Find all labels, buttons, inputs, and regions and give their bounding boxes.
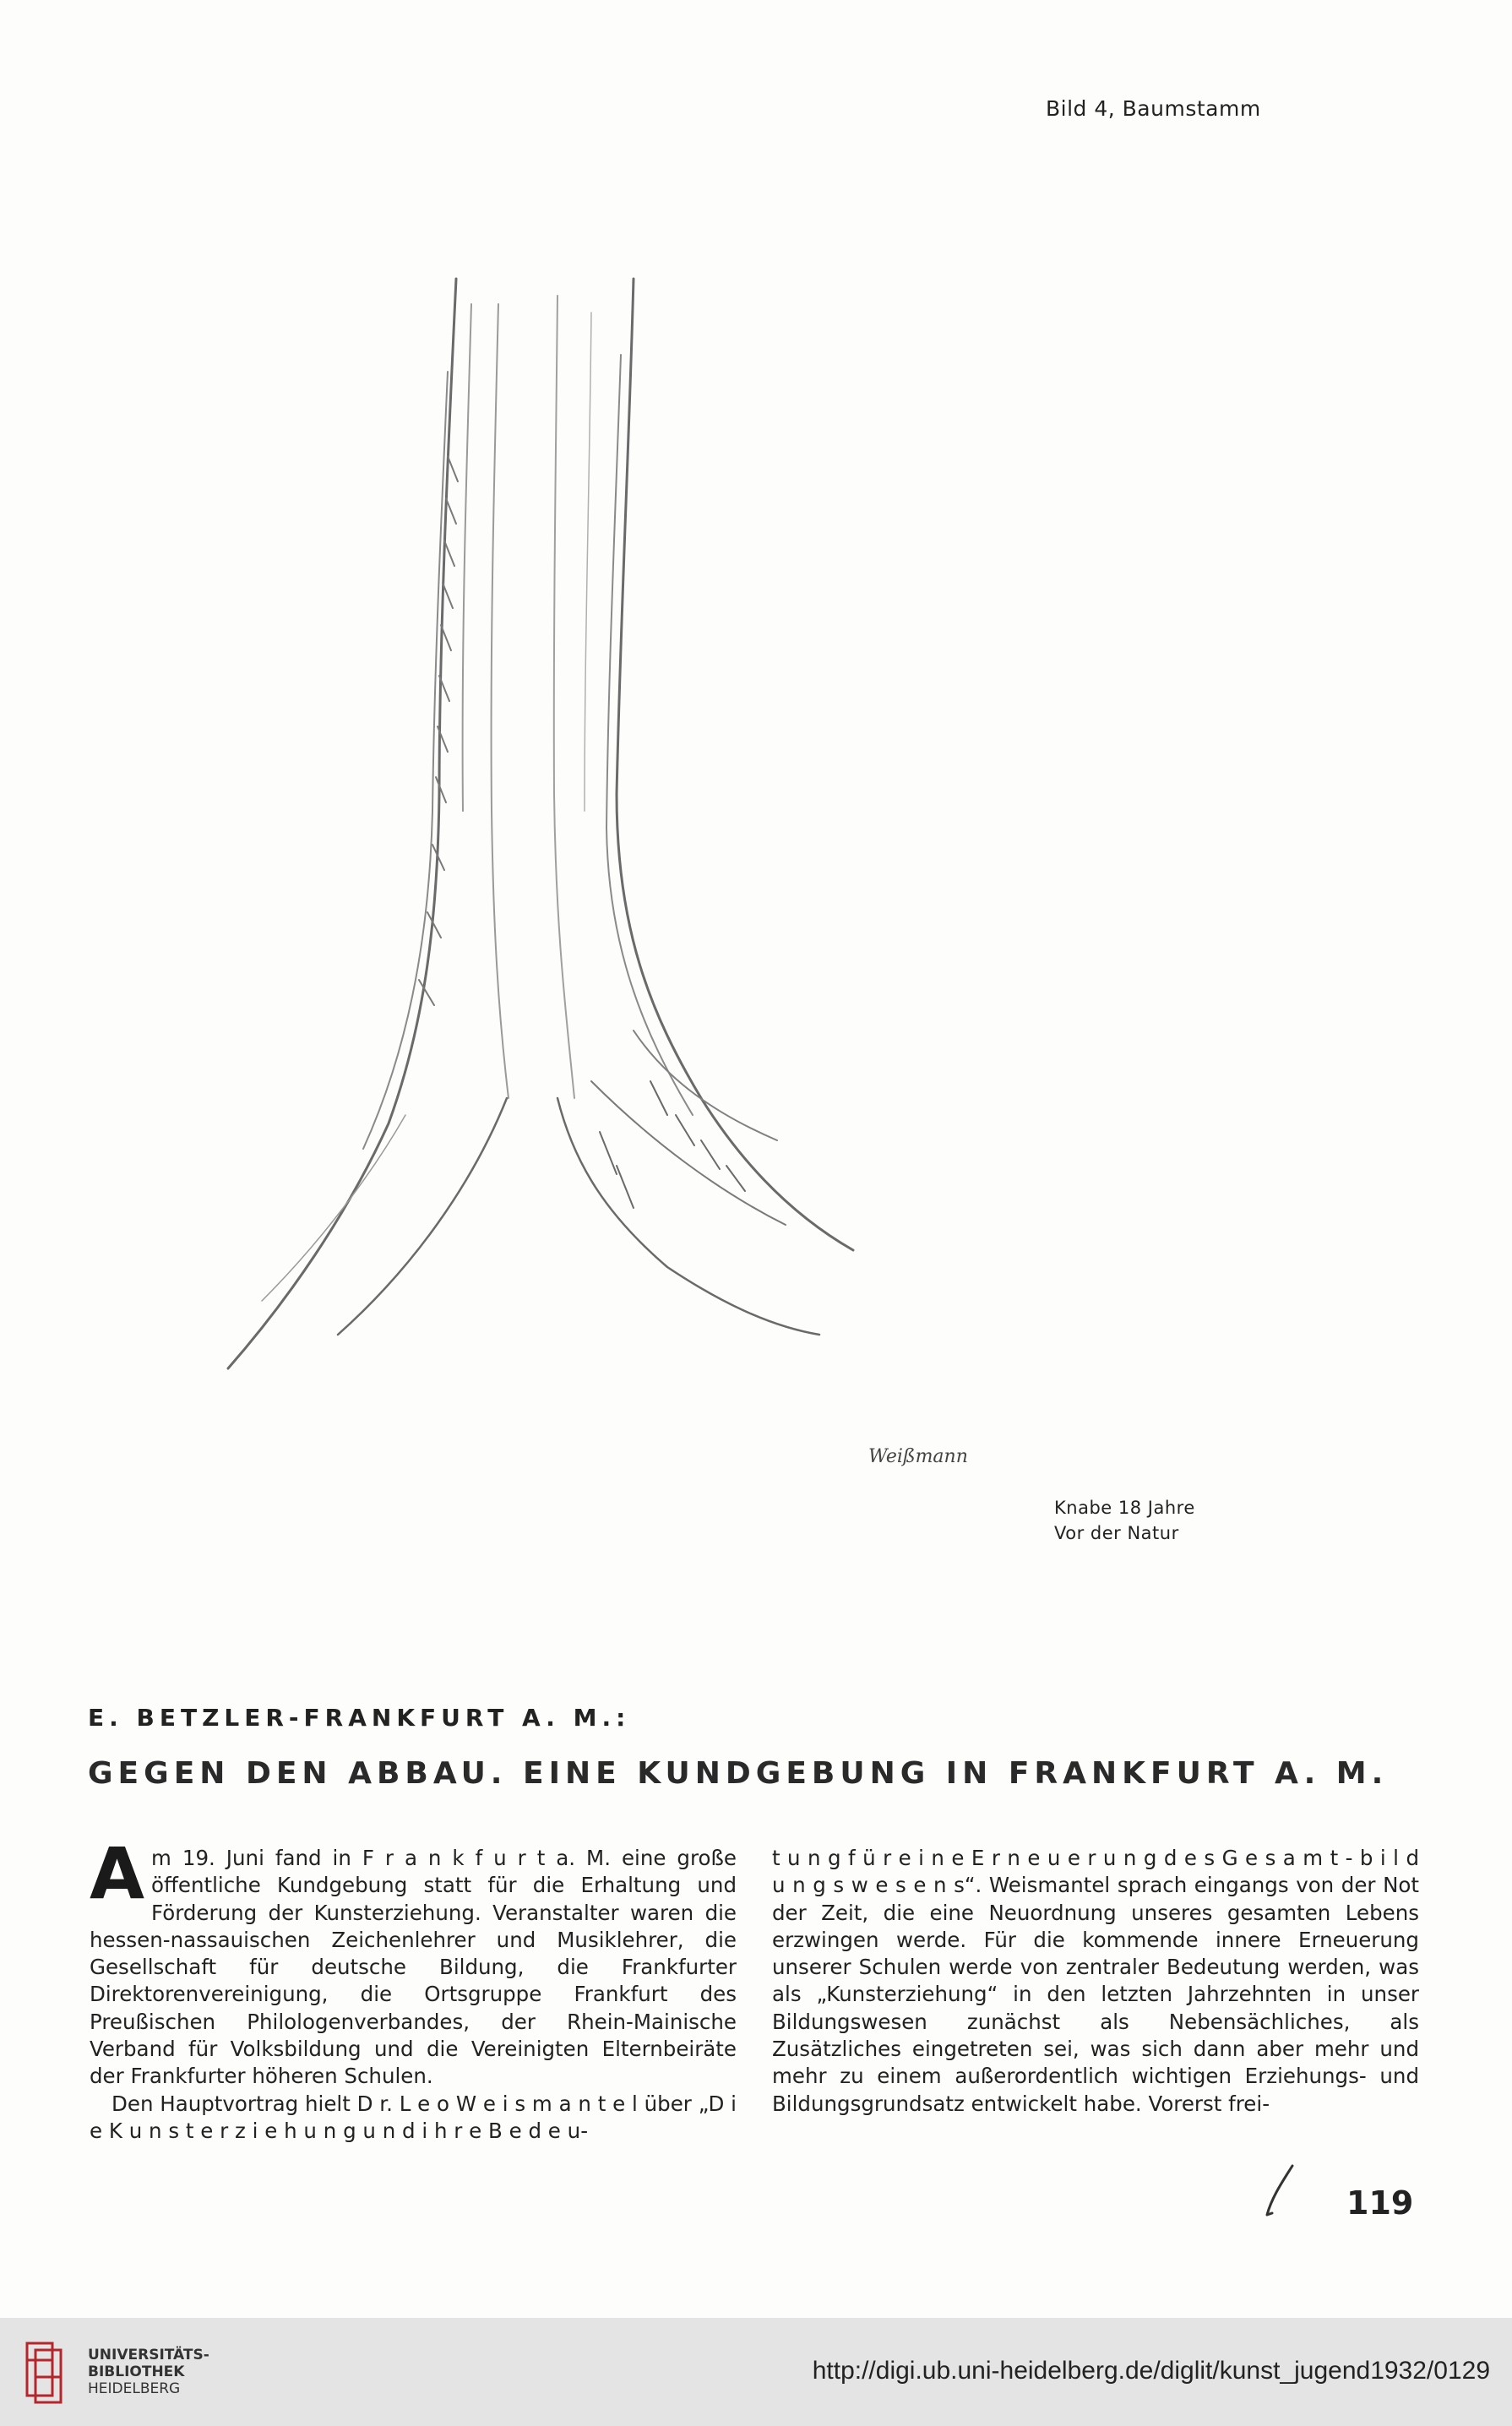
drop-cap: A xyxy=(90,1832,145,1915)
text-column-right xyxy=(772,1845,1419,2118)
tree-trunk-drawing xyxy=(194,203,938,1436)
text-column-left xyxy=(90,1832,737,2145)
paragraph-text: m 19. Juni fand in F r a n k f u r t a. M. eine große öffentliche Kundgebung statt für die Erhaltung und Förderung der Kunsterziehung. Veranstalter waren die hessen-nassauischen Zeichenlehrer und Musiklehrer, die Gesellschaft für deutsche Bildung, die Frankfurter Direktorenvereinigung, die Ortsgruppe Frankfurt des Preußischen Philologenverbandes, der Rhein-Mainische Verband für Volksbildung und die Vereinigten Elternbeiräte der Frankfurter höheren Schulen. xyxy=(90,1846,737,2089)
figure-caption-top: Bild 4, Baumstamm xyxy=(1046,96,1261,121)
library-name-line2: BIBLIOTHEK xyxy=(88,2363,185,2380)
page-number: 119 xyxy=(1346,2184,1414,2222)
library-name-line1: UNIVERSITÄTS- xyxy=(88,2347,209,2363)
figure-caption-side xyxy=(1054,1495,1195,1546)
library-name-line3: HEIDELBERG xyxy=(88,2380,181,2397)
artist-signature: Weißmann xyxy=(868,1446,968,1467)
caption-side-line1: Knabe 18 Jahre xyxy=(1054,1498,1195,1518)
caption-side-line2: Vor der Natur xyxy=(1054,1523,1179,1543)
paragraph: t u n g f ü r e i n e E r n e u e r u n g d e s G e s a m t - b i l d u n g s w e s e n s“. Weismantel sprach eingangs von der Not der Zeit, die eine Neuordnung unseres gesamten Lebens erzwingen werde. Für die kommende innere Erneuerung unserer Schulen werde von zentraler Bedeutung werden, was als „Kunsterziehung“ in den letzten Jahrzehnten in unser Bildungswesen zunächst als Nebensächliches, als Zusätzliches eingetreten sei, was sich dann aber mehr und mehr zu einem außerordentlich wichtigen Erziehungs- und Bildungsgrundsatz entwickelt habe. Vorerst frei- xyxy=(772,1846,1419,2116)
page-mark-icon xyxy=(1260,2162,1297,2222)
source-url-link[interactable]: http://digi.ub.uni-heidelberg.de/diglit/kunst_jugend1932/0129 xyxy=(812,2357,1490,2385)
library-name xyxy=(88,2347,209,2397)
paragraph: Den Hauptvortrag hielt D r. L e o W e i s m a n t e l über „D i e K u n s t e r z i e h u n g u n d i h r e B e d e u- xyxy=(90,2091,737,2143)
library-footer xyxy=(0,2318,1512,2426)
library-logo-icon xyxy=(19,2335,73,2409)
article-headline: GEGEN DEN ABBAU. EINE KUNDGEBUNG IN FRANKFURT A. M. xyxy=(88,1756,1389,1791)
article-author: E. BETZLER-FRANKFURT A. M.: xyxy=(88,1704,631,1732)
paragraph xyxy=(90,1832,737,2091)
